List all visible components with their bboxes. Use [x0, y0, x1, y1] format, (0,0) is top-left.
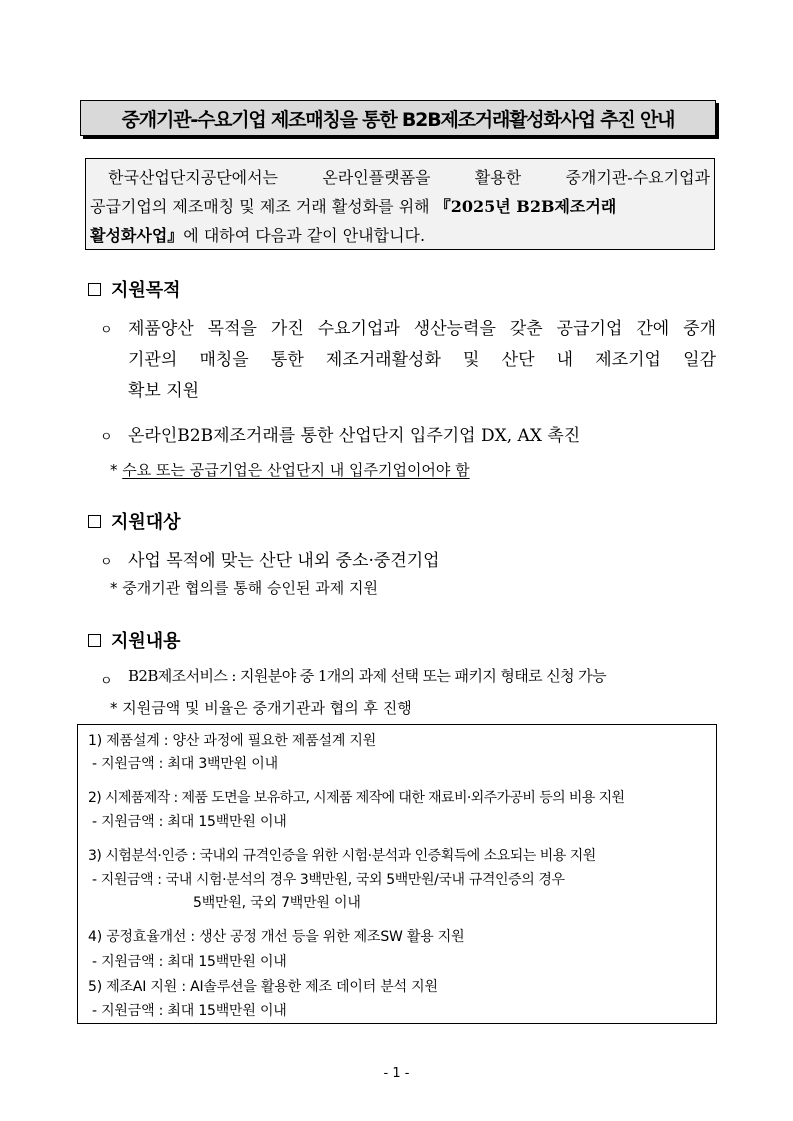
section-heading-text: 지원내용	[111, 631, 181, 652]
support-item-5-title: 5) 제조AI 지원 : AI솔루션을 활용한 제조 데이터 분석 지원	[88, 979, 438, 995]
support-item-2-title: 2) 시제품제작 : 제품 도면을 보유하고, 시제품 제작에 대한 재료비·외주가공비 등의 비용 지원	[88, 790, 625, 806]
star-marker: *	[110, 461, 118, 479]
section-heading-target	[88, 508, 181, 534]
page-title	[80, 100, 716, 136]
section-heading-purpose	[88, 276, 181, 302]
purpose-bullet-1-line-3: 확보 지원	[128, 381, 200, 401]
purpose-note-text: 수요 또는 공급기업은 산업단지 내 입주기업이어야 함	[122, 461, 470, 479]
support-item-1-title: 1) 제품설계 : 양산 과정에 필요한 제품설계 지원	[88, 733, 377, 749]
intro-line-1: 한국산업단지공단에서는 온라인플랫폼을 활용한 중개기관-수요기업과	[108, 168, 710, 187]
star-marker: *	[110, 699, 118, 717]
content-note	[110, 697, 412, 718]
intro-line-2-text: 공급기업의 제조매칭 및 제조 거래 활성화를 위해	[90, 197, 435, 216]
star-marker: *	[110, 579, 118, 597]
checkbox-square-icon	[88, 283, 101, 296]
circle-bullet-icon: ㅇ	[100, 674, 113, 689]
support-item-2-amount: - 지원금액 : 최대 15백만원 이내	[92, 814, 287, 830]
checkbox-square-icon	[88, 634, 101, 647]
purpose-bullet-1-line-2: 기관의 매칭을 통한 제조거래활성화 및 산단 내 제조기업 일감	[128, 350, 716, 370]
target-note	[110, 577, 378, 598]
section-heading-content	[88, 627, 181, 653]
intro-line-3	[86, 223, 718, 246]
support-item-1-amount: - 지원금액 : 최대 3백만원 이내	[92, 756, 278, 772]
target-note-text: 중개기관 협의를 통해 승인된 과제 지원	[122, 579, 378, 597]
section-heading-text: 지원대상	[111, 512, 181, 533]
section-heading-text: 지원목적	[111, 280, 181, 301]
circle-bullet-icon: ㅇ	[100, 430, 113, 445]
intro-box	[85, 158, 715, 250]
purpose-note	[110, 459, 470, 480]
support-item-4-title: 4) 공정효율개선 : 생산 공정 개선 등을 위한 제조SW 활용 지원	[88, 929, 465, 945]
circle-bullet-icon: ㅇ	[100, 555, 113, 570]
content-note-text: 지원금액 및 비율은 중개기관과 협의 후 진행	[122, 699, 412, 717]
intro-line-2	[86, 194, 718, 217]
support-item-3-amount-cont: 5백만원, 국외 7백만원 이내	[193, 895, 361, 911]
support-item-4-amount: - 지원금액 : 최대 15백만원 이내	[92, 954, 287, 970]
page-number: - 1 -	[383, 1066, 410, 1081]
target-bullet-1: 사업 목적에 맞는 산단 내외 중소·중견기업	[128, 551, 440, 571]
intro-emphasis-1: 『2025년 B2B제조거래	[434, 197, 617, 216]
support-item-3-amount: - 지원금액 : 국내 시험·분석의 경우 3백만원, 국외 5백만원/국내 규격인증의 경우	[92, 872, 565, 888]
page-title-text: 중개기관-수요기업 제조매칭을 통한 B2B제조거래활성화사업 추진 안내	[121, 108, 675, 131]
purpose-bullet-2: 온라인B2B제조거래를 통한 산업단지 입주기업 DX, AX 촉진	[128, 426, 581, 446]
support-item-3-title: 3) 시험분석·인증 : 국내외 규격인증을 위한 시험·분석과 인증획득에 소요되는 비용 지원	[88, 848, 596, 864]
intro-emphasis-2: 활성화사업』	[90, 226, 184, 245]
intro-line-3-text: 에 대하여 다음과 같이 안내합니다.	[183, 226, 426, 245]
circle-bullet-icon: ㅇ	[100, 323, 113, 338]
support-details-box	[77, 724, 717, 1024]
support-item-5-amount: - 지원금액 : 최대 15백만원 이내	[92, 1003, 287, 1019]
purpose-bullet-1-line-1: 제품양산 목적을 가진 수요기업과 생산능력을 갖춘 공급기업 간에 중개	[128, 319, 716, 339]
checkbox-square-icon	[88, 515, 101, 528]
content-bullet-1: B2B제조서비스 : 지원분야 중 1개의 과제 선택 또는 패키지 형태로 신청 가능	[128, 667, 606, 685]
